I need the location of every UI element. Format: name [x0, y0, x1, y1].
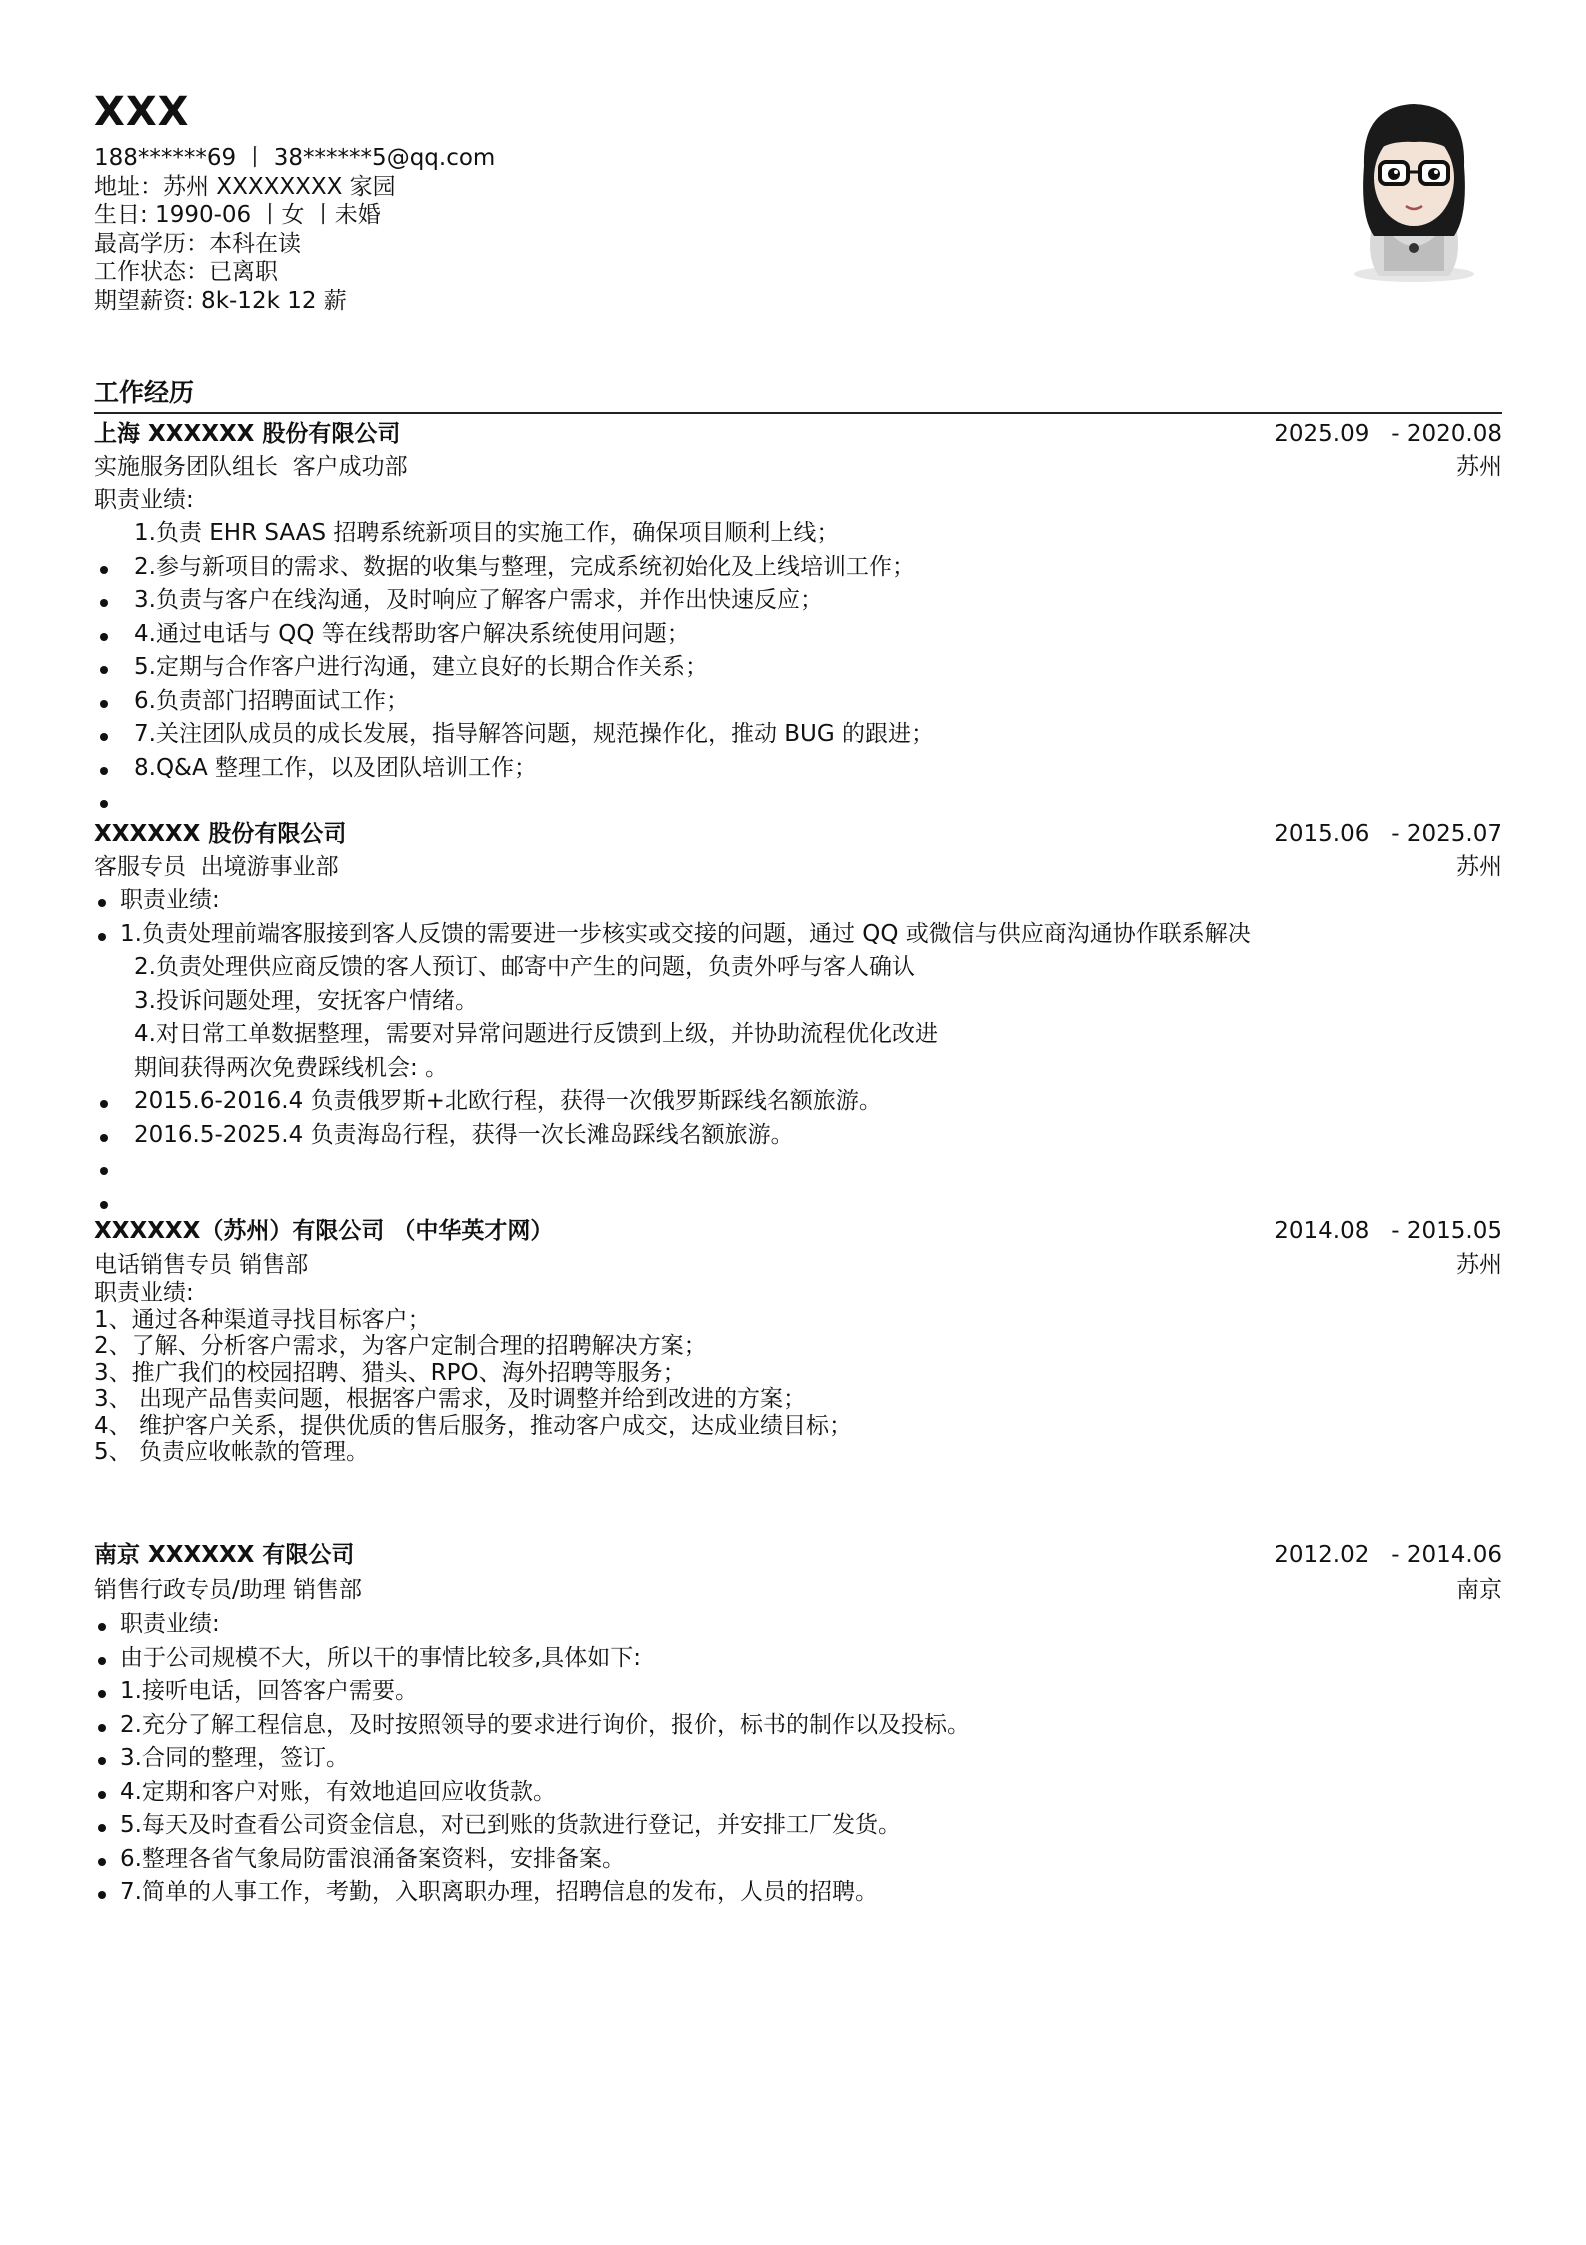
duty-item: 由于公司规模不大，所以干的事情比较多,具体如下:	[94, 1642, 1502, 1676]
duty-label: 职责业绩:	[94, 487, 194, 513]
job-entry	[94, 818, 1502, 1219]
job-subheader	[94, 851, 1502, 884]
candidate-name: XXX	[94, 89, 190, 135]
company-name: XXXXXX 股份有限公司	[94, 821, 347, 847]
duty-item: 1.负责 EHR SAAS 招聘系统新项目的实施工作，确保项目顺利上线；	[134, 520, 840, 546]
salary-line: 期望薪资: 8k-12k 12 薪	[94, 287, 347, 314]
job-entry	[94, 418, 1502, 819]
duty-list	[94, 1608, 1502, 1910]
job-entry	[94, 1539, 1502, 1910]
job-header	[94, 1539, 1502, 1572]
job-subheader	[94, 451, 1502, 484]
job-location: 苏州	[1456, 854, 1502, 880]
section-title-work-experience: 工作经历	[94, 378, 195, 407]
duty-line: 5、 负责应收帐款的管理。	[94, 1439, 369, 1465]
birth-line: 生日: 1990-06 丨女 丨未婚	[94, 202, 381, 228]
duty-item: 3.合同的整理，签订。	[94, 1742, 1502, 1776]
work-status-line: 工作状态：已离职	[94, 259, 278, 285]
duty-list	[94, 884, 1502, 1219]
duty-item: 2.充分了解工程信息，及时按照领导的要求进行询价，报价，标书的制作以及投标。	[94, 1709, 1502, 1743]
job-subheader	[94, 1572, 1502, 1608]
duty-item: 2015.6-2016.4 负责俄罗斯+北欧行程，获得一次俄罗斯踩线名额旅游。	[94, 1085, 1502, 1119]
job-role: 销售行政专员/助理 销售部	[94, 1577, 363, 1603]
address-line: 地址：苏州 XXXXXXXX 家园	[94, 173, 396, 200]
duty-item: 3.负责与客户在线沟通，及时响应了解客户需求，并作出快速反应；	[94, 584, 1502, 618]
avatar	[1344, 96, 1484, 286]
duty-item	[94, 1186, 1502, 1220]
duty-item: 7.简单的人事工作，考勤，入职离职办理，招聘信息的发布，人员的招聘。	[94, 1876, 1502, 1910]
duty-item: 职责业绩:	[94, 1608, 1502, 1642]
job-header	[94, 1215, 1502, 1248]
phone-email-line: 188******69 丨 38******5@qq.com	[94, 145, 496, 171]
company-name: XXXXXX（苏州）有限公司 （中华英才网）	[94, 1218, 554, 1244]
job-header	[94, 418, 1502, 451]
duty-item: 5.定期与合作客户进行沟通，建立良好的长期合作关系；	[94, 651, 1502, 685]
job-dates: 2015.06 - 2025.07	[1274, 821, 1502, 847]
job-location: 苏州	[1456, 1252, 1502, 1278]
contact-info	[94, 144, 495, 315]
duty-line: 3、 出现产品售卖问题，根据客户需求，及时调整并给到改进的方案；	[94, 1386, 806, 1412]
job-location: 南京	[1456, 1577, 1502, 1603]
duty-item: 2.负责处理供应商反馈的客人预订、邮寄中产生的问题，负责外呼与客人确认	[134, 954, 915, 980]
job-role: 客服专员 出境游事业部	[94, 854, 339, 880]
duty-item: 1.接听电话，回答客户需要。	[94, 1675, 1502, 1709]
duty-item: 5.每天及时查看公司资金信息，对已到账的货款进行登记，并安排工厂发货。	[94, 1809, 1502, 1843]
duty-item: 期间获得两次免费踩线机会: 。	[134, 1054, 449, 1081]
duty-item	[94, 785, 1502, 819]
duty-item: 1.负责处理前端客服接到客人反馈的需要进一步核实或交接的问题，通过 QQ 或微信与供应商沟通协作联系解决	[94, 918, 1502, 952]
duty-line: 1、通过各种渠道寻找目标客户；	[94, 1306, 431, 1333]
job-entry	[94, 1215, 1502, 1466]
duty-item: 8.Q&A 整理工作，以及团队培训工作；	[94, 752, 1502, 786]
duty-line: 2、了解、分析客户需求，为客户定制合理的招聘解决方案；	[94, 1333, 707, 1359]
job-subheader	[94, 1248, 1502, 1276]
duty-item: 4.对日常工单数据整理，需要对异常问题进行反馈到上级，并协助流程优化改进	[134, 1021, 938, 1047]
duty-item: 4.定期和客户对账，有效地追回应收货款。	[94, 1776, 1502, 1810]
duty-item: 2016.5-2025.4 负责海岛行程，获得一次长滩岛踩线名额旅游。	[94, 1119, 1502, 1153]
job-header	[94, 818, 1502, 851]
duty-item: 2.参与新项目的需求、数据的收集与整理，完成系统初始化及上线培训工作；	[94, 551, 1502, 585]
job-location: 苏州	[1456, 454, 1502, 480]
company-name: 南京 XXXXXX 有限公司	[94, 1542, 355, 1568]
duty-item: 7.关注团队成员的成长发展，指导解答问题，规范操作化，推动 BUG 的跟进；	[94, 718, 1502, 752]
job-role: 电话销售专员 销售部	[94, 1252, 309, 1278]
job-dates: 2025.09 - 2020.08	[1274, 421, 1502, 447]
job-role: 实施服务团队组长 客户成功部	[94, 454, 408, 480]
duty-item: 3.投诉问题处理，安抚客户情绪。	[134, 987, 478, 1014]
duty-list	[94, 517, 1502, 819]
duty-line: 4、 维护客户关系，提供优质的售后服务，推动客户成交，达成业绩目标；	[94, 1412, 852, 1439]
education-line: 最高学历：本科在读	[94, 230, 301, 257]
duty-item: 6.整理各省气象局防雷浪涌备案资料，安排备案。	[94, 1843, 1502, 1877]
duty-line: 3、推广我们的校园招聘、猎头、RPO、海外招聘等服务；	[94, 1359, 686, 1386]
duty-item: 4.通过电话与 QQ 等在线帮助客户解决系统使用问题；	[94, 618, 1502, 652]
job-dates: 2014.08 - 2015.05	[1274, 1218, 1502, 1244]
duty-item	[94, 1152, 1502, 1186]
company-name: 上海 XXXXXX 股份有限公司	[94, 421, 401, 447]
duty-label: 职责业绩:	[94, 1280, 194, 1306]
duty-lines	[94, 1280, 1502, 1466]
duty-item: 职责业绩:	[94, 884, 1502, 918]
job-dates: 2012.02 - 2014.06	[1274, 1542, 1502, 1568]
duty-item: 6.负责部门招聘面试工作；	[94, 685, 1502, 719]
section-divider	[94, 412, 1502, 414]
